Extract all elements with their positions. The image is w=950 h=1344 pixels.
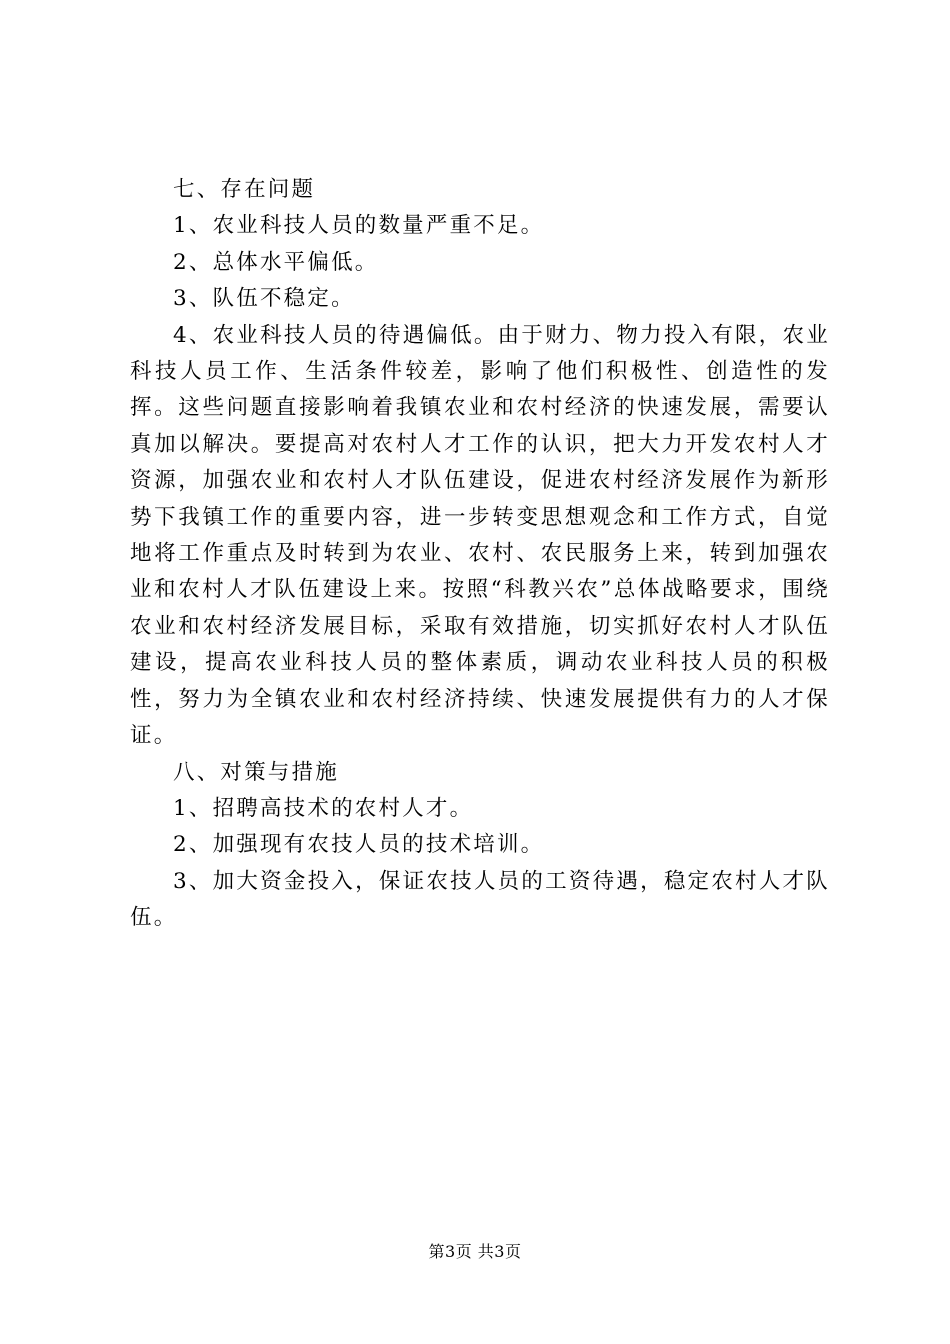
- section-heading-problems: 七、存在问题: [173, 177, 316, 202]
- list-item: 3、队伍不稳定。: [173, 286, 355, 312]
- list-item: 3、加大资金投入，保证农技人员的工资待遇，稳定农村人才队伍。: [130, 868, 830, 931]
- body-paragraph: 4、农业科技人员的待遇偏低。由于财力、物力投入有限，农业科技人员工作、生活条件较差，影响了他们积极性、创造性的发挥。这些问题直接影响着我镇农业和农村经济的快速发展，需要认真加以解决。要提高对农村人才工作的认识，把大力开发农村人才资源，加强农业和农村人才队伍建设，促进农村经济发展作为新形势下我镇工作的重要内容，进一步转变思想观念和工作方式，自觉地将工作重点及时转到为农业、农村、农民服务上来，转到加强农业和农村人才队伍建设上来。按照“科教兴农”总体战略要求，围绕农业和农村经济发展目标，采取有效措施，切实抓好农村人才队伍建设，提高农业科技人员的整体素质，调动农业科技人员的积极性，努力为全镇农业和农村经济持续、快速发展提供有力的人才保证。: [130, 322, 830, 749]
- list-item: 2、加强现有农技人员的技术培训。: [173, 832, 545, 858]
- list-item: 2、总体水平偏低。: [173, 249, 379, 275]
- page-number-footer: 第3页 共3页: [428, 1242, 522, 1261]
- list-item: 1、农业科技人员的数量严重不足。: [173, 213, 545, 239]
- section-heading-measures: 八、对策与措施: [173, 759, 339, 785]
- list-item: 1、招聘高技术的农村人才。: [173, 795, 474, 821]
- document-body: [130, 172, 830, 937]
